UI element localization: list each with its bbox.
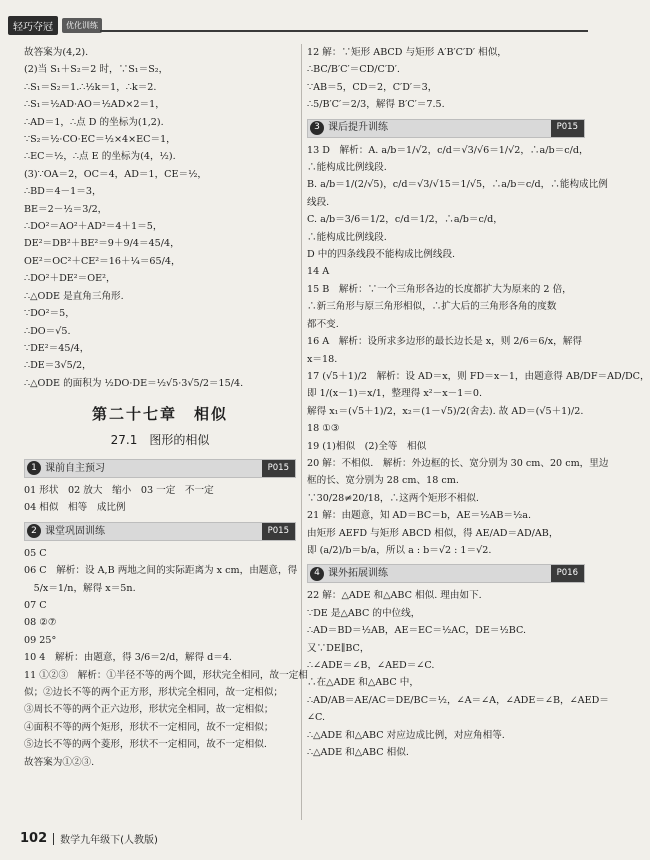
page-footer xyxy=(20,831,158,846)
answer-line: ∵30/28≠20/18，∴这两个矩形不相似. xyxy=(307,492,479,504)
banner-extension xyxy=(307,564,585,583)
answer-line: BE＝2－½＝3/2， xyxy=(24,203,108,215)
answer-lines-preview xyxy=(24,482,296,517)
answer-line: 线段. xyxy=(307,196,330,208)
answer-line: ∴DE＝3√5/2， xyxy=(24,360,92,372)
answer-line: ∴∠ADE＝∠B，∠AED＝∠C. xyxy=(307,660,435,671)
right-column xyxy=(307,44,650,761)
answer-line: 即 1/(x－1)＝x/1，整理得 x²－x－1＝0. xyxy=(307,388,483,400)
answer-line: ④面积不等的两个矩形，形状不一定相同，故不一定相似； xyxy=(24,721,274,733)
banner-number: 1 xyxy=(27,461,41,475)
answer-line: 5/x＝1/n，解得 x＝5n. xyxy=(24,582,136,594)
page-number: 102 xyxy=(20,831,48,846)
answer-line: 14 A xyxy=(307,266,330,278)
answer-line: ∴能构成比例线段. xyxy=(307,162,387,174)
answer-line: ∵S₂＝½·CO·EC＝½×4×EC＝1， xyxy=(24,134,176,146)
answer-line: ∴S₁＝½AD·AO＝½AD×2＝1， xyxy=(24,99,165,111)
section-title: 27.1 图形的相似 xyxy=(110,432,210,447)
banner-preview xyxy=(24,459,296,478)
answer-line: OE²＝OC²＋CE²＝16＋¼＝65/4， xyxy=(24,255,181,267)
answer-line: 08 ②⑦ xyxy=(24,617,57,629)
answer-line: 框的长、宽分别为 28 cm、18 cm. xyxy=(307,475,459,487)
answer-line: 似；②边长不等的两个正方形，形状完全相同，故一定相似； xyxy=(24,687,284,698)
answer-line: 12 解：∵矩形 ABCD 与矩形 A′B′C′D′ 相似， xyxy=(307,47,507,58)
answer-line: 20 解：不相似. 解析：外边框的长、宽分别为 30 cm、20 cm，里边 xyxy=(307,457,609,469)
answer-line: (3)∵OA＝2，OC＝4，AD＝1，CE＝½， xyxy=(24,168,208,180)
answer-line: (2)当 S₁＋S₂＝2 时，∵S₁＝S₂， xyxy=(24,64,169,76)
answer-line: 05 C xyxy=(24,547,47,559)
answer-line: 又∵DE∥BC， xyxy=(307,642,370,654)
answer-lines-bottom xyxy=(307,587,609,761)
answer-line: 即 (a/2)/b＝b/a，所以 a : b＝√2 : 1＝√2. xyxy=(307,544,492,556)
answer-line: 都不变. xyxy=(307,318,339,330)
banner-page: P015 xyxy=(262,523,295,540)
answer-line: ∴△ADE 和△ABC 对应边成比例，对应角相等. xyxy=(307,729,505,741)
answer-line: 22 解：△ADE 和△ABC 相似. 理由如下. xyxy=(307,590,482,602)
answer-line: ∴DO²＝AO²＋AD²＝4＋1＝5， xyxy=(24,221,163,233)
answer-line: 故答案为①②③. xyxy=(24,756,95,768)
answer-line: x＝18. xyxy=(307,353,338,365)
logo-subtitle: 优化训练 xyxy=(62,18,102,33)
answer-line: 01 形状 02 放大 缩小 03 一定 不一定 xyxy=(24,484,214,496)
answer-line: ∴AD＝1，∴点 D 的坐标为(1,2). xyxy=(24,116,164,128)
banner-number: 4 xyxy=(310,567,324,581)
answer-line: ③周长不等的两个正六边形，形状完全相同，故一定相似； xyxy=(24,704,274,716)
answer-line: 13 D 解析：A. a/b＝1/√2，c/d＝√3/√6＝1/√2，∴a/b＝c/d， xyxy=(307,144,589,156)
answer-line: ⑤边长不等的两个菱形，形状不一定相同，故不一定相似. xyxy=(24,739,267,751)
answer-line: ∴DO²＋DE²＝OE²， xyxy=(24,273,116,285)
answer-lines-top xyxy=(307,44,585,114)
banner-title: 课堂巩固训练 xyxy=(45,525,105,537)
answer-line: 07 C xyxy=(24,599,47,611)
answer-line: 06 C 解析：设 A,B 两地之间的实际距离为 x cm，由题意，得 xyxy=(24,565,298,577)
answer-line: ∴DO＝√5. xyxy=(24,325,71,337)
footer-separator xyxy=(53,833,54,845)
answer-line: 解得 x₁＝(√5＋1)/2，x₂＝(1－√5)/2(舍去). 故 AD＝(√5＋1)/2. xyxy=(307,405,584,417)
answer-line: 19 (1)相似 (2)全等 相似 xyxy=(307,440,427,452)
answer-line: 16 A 解析：设所求多边形的最长边长是 x，则 2/6＝6/x，解得 xyxy=(307,336,582,348)
left-column xyxy=(24,44,308,771)
banner-title: 课外拓展训练 xyxy=(328,568,388,580)
answer-line: B. a/b＝1/(2/√5)，c/d＝√3/√15＝1/√5，∴a/b＝c/d，∴能构成比例 xyxy=(307,179,608,191)
banner-number: 2 xyxy=(27,524,41,538)
answer-line: ∴能构成比例线段. xyxy=(307,231,387,243)
brand-logo xyxy=(8,16,102,35)
answer-line: 17 (√5＋1)/2 解析：设 AD＝x，则 FD＝x－1，由题意得 AB/DF＝AD/DC， xyxy=(307,370,650,382)
answer-line: ∴△ODE 是直角三角形. xyxy=(24,290,124,302)
banner-number: 3 xyxy=(310,121,324,135)
banner-page: P015 xyxy=(262,460,295,477)
banner-page: P016 xyxy=(551,565,584,582)
answer-line: ∴AD＝BD＝½AB，AE＝EC＝½AC，DE＝½BC. xyxy=(307,625,527,637)
chapter-title: 第二十七章 相似 xyxy=(91,405,228,424)
page-header xyxy=(0,0,600,38)
answer-line: ∴△ODE 的面积为 ½DO·DE＝½√5·3√5/2＝15/4. xyxy=(24,377,244,389)
header-rule xyxy=(100,30,588,32)
book-title: 数学九年级下(人教版) xyxy=(60,835,158,846)
answer-line: 09 25° xyxy=(24,634,57,646)
answer-line: 15 B 解析：∵一个三角形各边的长度都扩大为原来的 2 倍， xyxy=(307,283,572,295)
answer-lines-middle xyxy=(307,142,650,560)
answer-lines-practice xyxy=(24,545,308,771)
banner-title: 课前自主预习 xyxy=(45,462,105,474)
answer-line: ∴BC/B′C′＝CD/C′D′. xyxy=(307,64,400,76)
answer-line: D 中的四条线段不能构成比例线段. xyxy=(307,249,456,261)
banner-practice xyxy=(24,522,296,541)
banner-title: 课后提升训练 xyxy=(328,122,388,134)
answer-line: ∴△ADE 和△ABC 相似. xyxy=(307,747,409,759)
answer-lines-prev xyxy=(24,44,296,392)
answer-line: ∴BD＝4－1＝3， xyxy=(24,186,102,198)
answer-line: ∠C. xyxy=(307,712,326,724)
answer-line: ∴EC＝½，∴点 E 的坐标为(4，½). xyxy=(24,151,176,163)
answer-line: 11 ①②③ 解析：①半径不等的两个圆，形状完全相同，故一定相 xyxy=(24,669,308,681)
answer-line: ∵DE²＝45/4， xyxy=(24,342,90,354)
answer-line: C. a/b＝3/6＝1/2，c/d＝1/2，∴a/b＝c/d， xyxy=(307,214,503,226)
answer-line: 故答案为(4,2). xyxy=(24,47,89,58)
answer-line: ∴5/B′C′＝2/3，解得 B′C′＝7.5. xyxy=(307,99,445,111)
answer-line: ∵AB＝5，CD＝2，C′D′＝3， xyxy=(307,81,438,93)
answer-line: ∴AD/AB＝AE/AC＝DE/BC＝½，∠A＝∠A，∠ADE＝∠B，∠AED＝ xyxy=(307,694,609,706)
answer-line: ∵DO²＝5， xyxy=(24,308,75,320)
answer-line: ∴在△ADE 和△ABC 中， xyxy=(307,677,419,689)
banner-page: P015 xyxy=(551,120,584,137)
answer-line: 21 解：由题意，知 AD＝BC＝b，AE＝½AB＝½a. xyxy=(307,510,532,522)
answer-line: ∴新三角形与原三角形相似，∴扩大后的三角形各角的度数 xyxy=(307,301,557,313)
answer-line: 18 ①③ xyxy=(307,423,340,435)
column-divider xyxy=(301,44,302,820)
answer-line: ∵DE 是△ABC 的中位线， xyxy=(307,607,421,619)
answer-line: 04 相似 相等 成比例 xyxy=(24,502,126,514)
answer-line: DE²＝DB²＋BE²＝9＋9/4＝45/4， xyxy=(24,238,180,250)
answer-line: ∴S₁＝S₂＝1.∴½k＝1，∴k＝2. xyxy=(24,81,157,93)
banner-after-class xyxy=(307,119,585,138)
answer-line: 10 4 解析：由题意，得 3/6＝2/d，解得 d＝4. xyxy=(24,652,232,664)
logo-text: 轻巧夺冠 xyxy=(8,16,58,35)
answer-line: 由矩形 AEFD 与矩形 ABCD 相似，得 AE/AD＝AD/AB， xyxy=(307,527,559,539)
